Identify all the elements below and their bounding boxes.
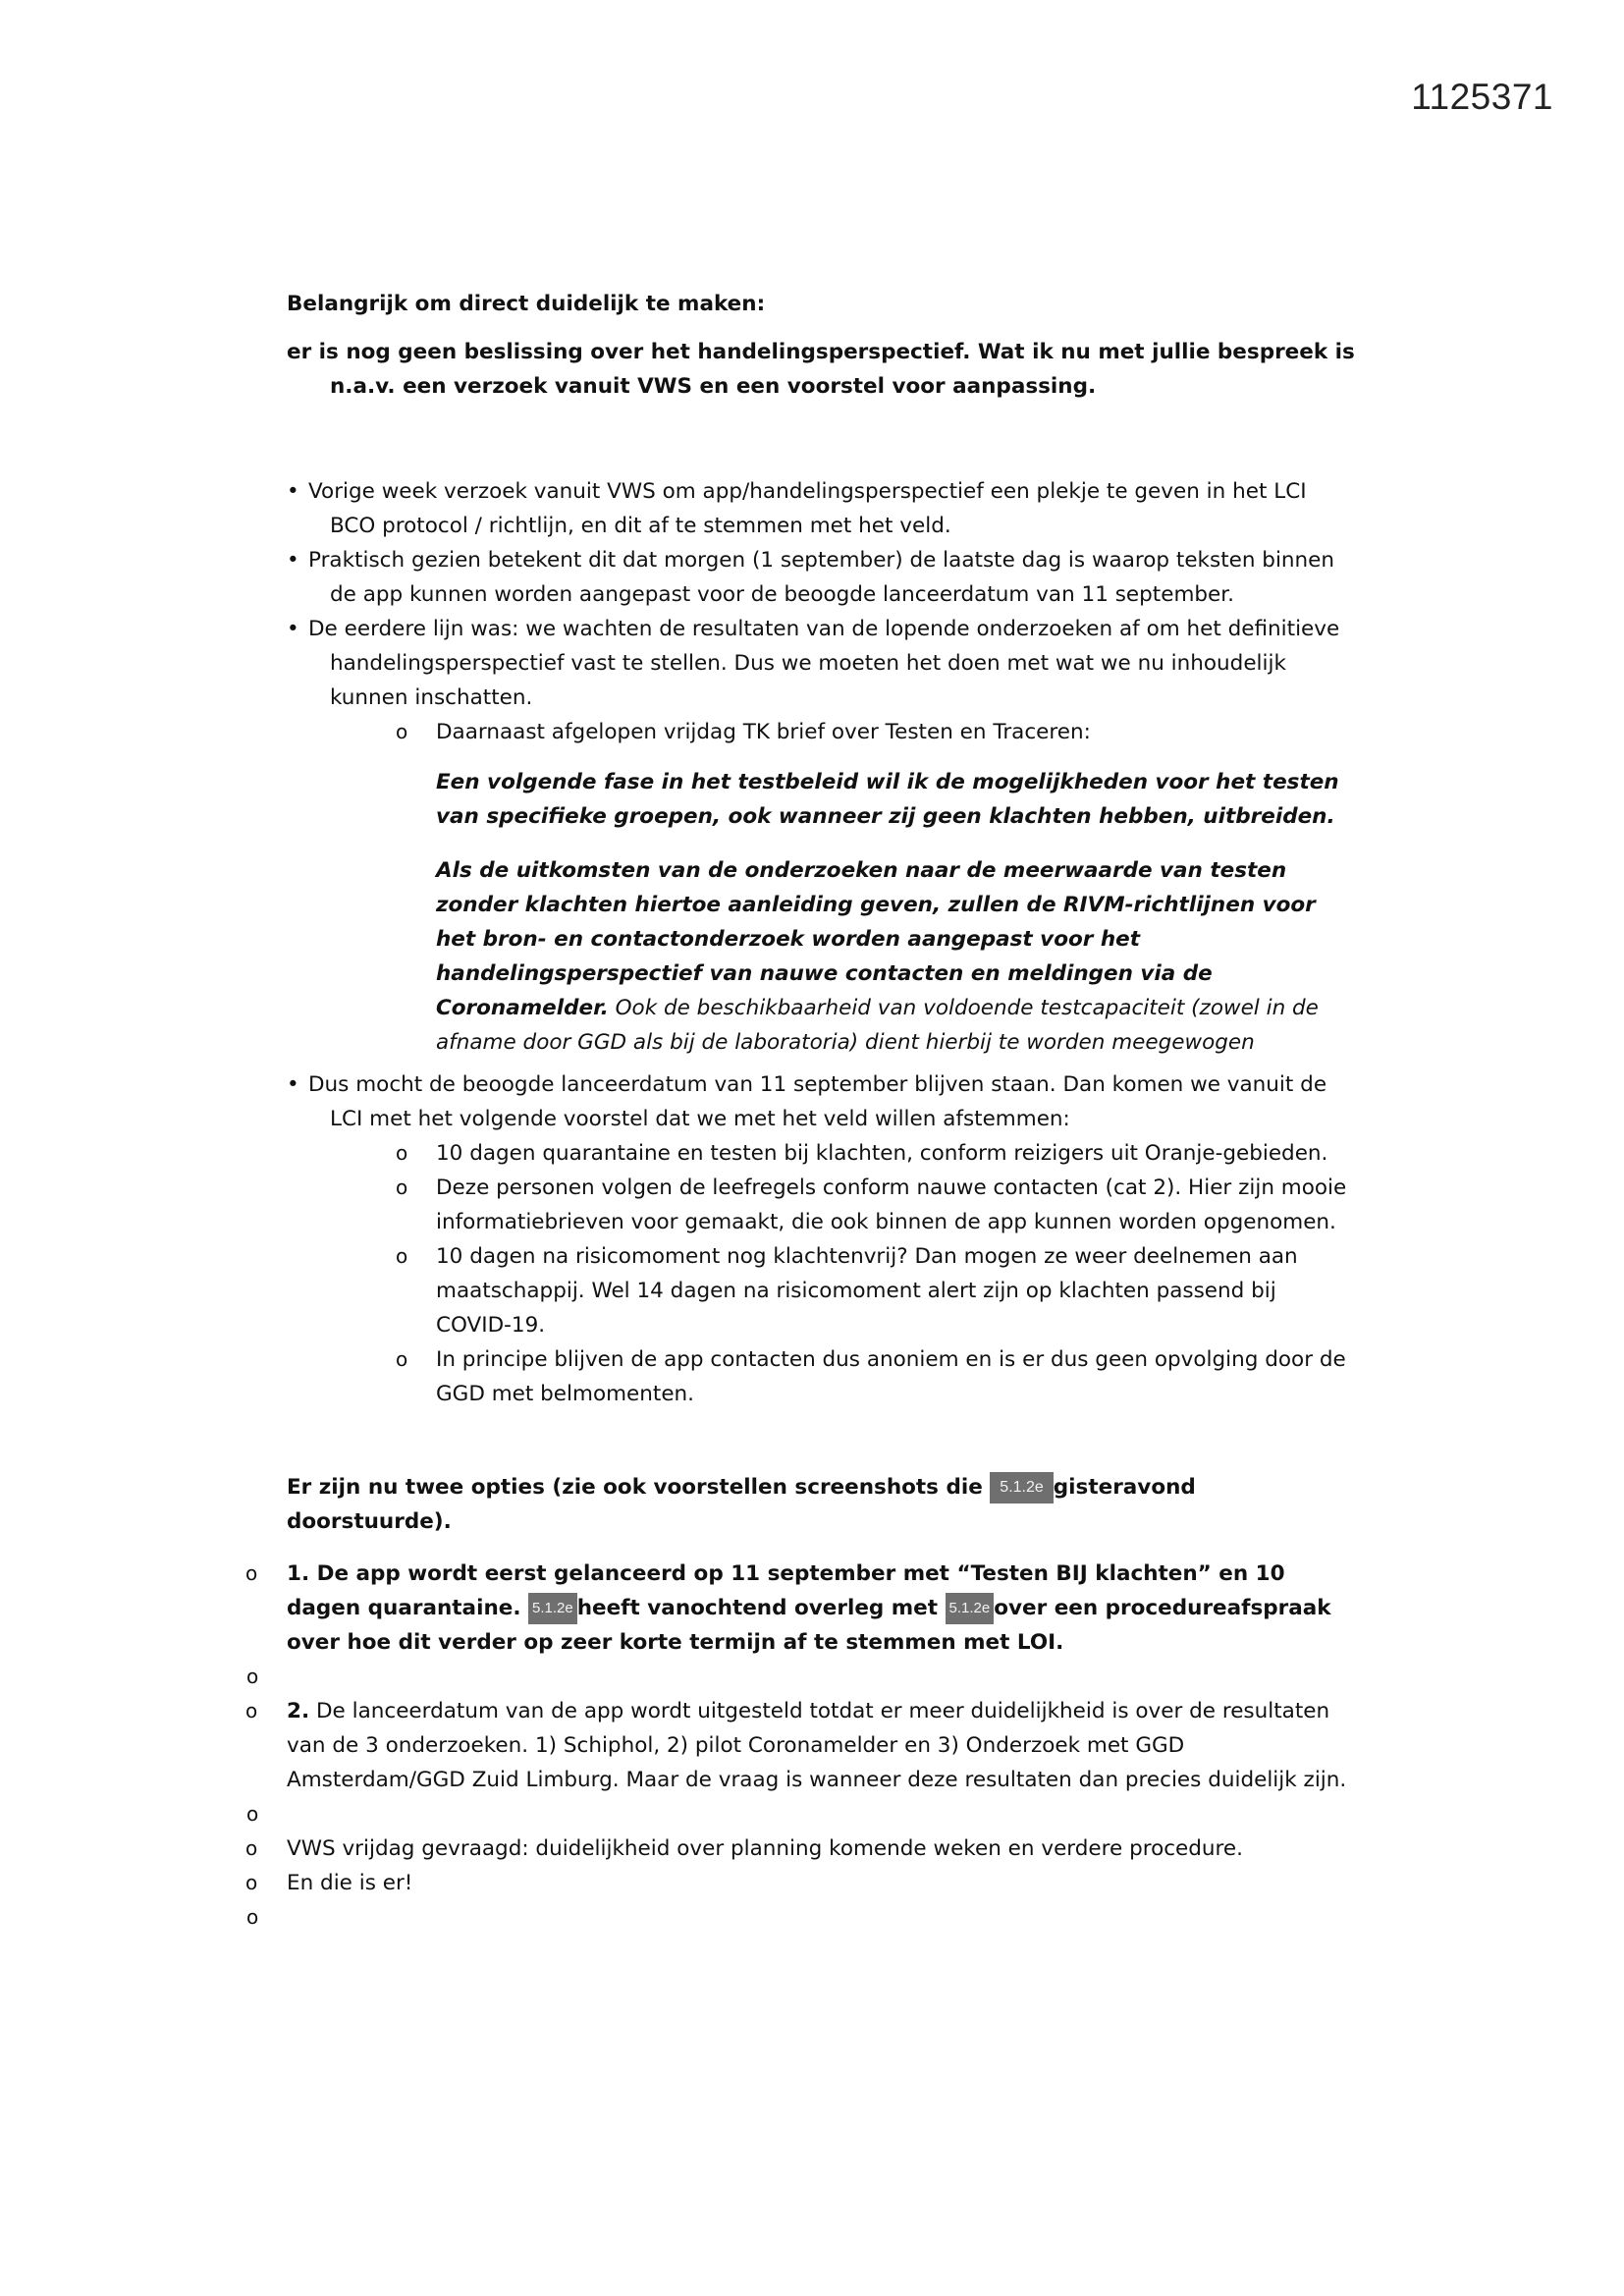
option-text-part: over een procedureafspraak over hoe dit verder op zeer korte termijn af te stemmen met LOI. (287, 1596, 1331, 1655)
sub-item-text: 10 dagen quarantaine en testen bij klachten, conform reizigers uit Oranje-gebieden. (436, 1141, 1328, 1166)
heading: Belangrijk om direct duidelijk te maken: (287, 292, 766, 316)
bullet-item (287, 474, 1357, 543)
list-item-text: En die is er! (287, 1871, 413, 1895)
sub-list (330, 1136, 1357, 1411)
circle-marker: o (396, 1244, 408, 1268)
redaction-box: 5.1.2e (528, 1593, 577, 1624)
bullet-item (287, 543, 1357, 612)
list-item-end (245, 1866, 1357, 1900)
redaction-box: 5.1.2e (990, 1472, 1053, 1503)
intro-paragraph: er is nog geen beslissing over het handelingsperspectief. Wat ik nu met jullie bespreek is n.a.v. een verzoek vanuit VWS en een voorstel voor aanpassing. (287, 340, 1355, 399)
sub-item (396, 1171, 1357, 1239)
list-item-text: VWS vrijdag gevraagd: duidelijkheid over planning komende weken en verdere procedure. (287, 1836, 1243, 1861)
circle-marker: o (246, 1905, 259, 1929)
circle-marker: o (246, 1665, 259, 1688)
options-intro-text: gisteravond doorstuurde). (287, 1475, 1196, 1534)
option-one-text (287, 1557, 1357, 1660)
bullet-text: Praktisch gezien betekent dit dat morgen (1 september) de laatste dag is waarop teksten binnen de app kunnen worden aangepast voor de beoogde lanceerdatum van 11 september. (308, 548, 1335, 607)
list-item-vws (245, 1831, 1357, 1866)
bullet-text: De eerdere lijn was: we wachten de resultaten van de lopende onderzoeken af om het definitieve handelingsperspectief vast te stellen. Dus we moeten het doen met wat we nu inhoudelijk kunnen inschatten. (308, 617, 1340, 710)
option-text-part: 1. De app wordt eerst gelanceerd op 11 september met “Testen BIJ klachten” en 10 dagen quarantaine. (287, 1561, 1285, 1620)
sub-item (396, 1136, 1357, 1171)
circle-marker: o (396, 1347, 408, 1371)
sub-item-text: 10 dagen na risicomoment nog klachtenvrij? Dan mogen ze weer deelnemen aan maatschappij. Wel 14 dagen na risicomoment alert zijn op klachten passend bij COVID-19. (436, 1244, 1298, 1338)
sub-item-text: In principe blijven de app contacten dus anoniem en is er dus geen opvolging door de GGD met belmomenten. (436, 1347, 1346, 1406)
bullet-text: Vorige week verzoek vanuit VWS om app/handelingsperspectief een plekje te geven in het LCI BCO protocol / richtlijn, en dit af te stemmen met het veld. (308, 479, 1307, 538)
circle-marker: o (396, 1175, 408, 1199)
sub-item-text: Deze personen volgen de leefregels conform nauwe contacten (cat 2). Hier zijn mooie informatiebrieven voor gemaakt, die ook binnen de app kunnen worden opgenomen. (436, 1175, 1347, 1234)
bullet-item (287, 1067, 1357, 1411)
options-list (245, 1557, 1357, 1935)
spacer (287, 404, 1357, 474)
quote-bold-text: Als de uitkomsten van de onderzoeken naar de meerwaarde van testen zonder klachten hiertoe aanleiding geven, zullen de RIVM-richtlijnen voor het bron- en contactonderzoek worden aangepast voor het handelingsperspectief van nauwe contacten en meldingen via de Coronamelder. (436, 858, 1316, 1020)
document-body (245, 287, 1357, 1935)
options-intro-text: Er zijn nu twee opties (zie ook voorstellen screenshots die (287, 1475, 991, 1500)
document-number: 1125371 (1411, 77, 1553, 117)
option-two (245, 1694, 1357, 1797)
sub-item (396, 1342, 1357, 1411)
circle-marker: o (396, 720, 408, 743)
circle-marker: o (245, 1871, 258, 1894)
bullet-text: Dus mocht de beoogde lanceerdatum van 11 september blijven staan. Dan komen we vanuit de LCI met het volgende voorstel dat we met het veld willen afstemmen: (308, 1072, 1327, 1131)
sub-item-text: Daarnaast afgelopen vrijdag TK brief over Testen en Traceren: (436, 720, 1091, 744)
quote-rest-text: Ook de beschikbaarheid van voldoende testcapaciteit (zowel in de afname door GGD als bij de laboratoria) dient hierbij te worden meegewogen (436, 996, 1319, 1055)
spacer (287, 1411, 1357, 1470)
circle-marker: o (246, 1802, 259, 1826)
empty-list-item (246, 1660, 1357, 1694)
option-text-part: heeft vanochtend overleg met (576, 1596, 946, 1620)
sub-item (396, 1239, 1357, 1342)
empty-list-item (246, 1797, 1357, 1831)
circle-marker: o (245, 1699, 258, 1722)
options-intro (287, 1470, 1357, 1539)
circle-marker: o (245, 1836, 258, 1860)
option-one (245, 1557, 1357, 1660)
option-number: 2. (287, 1699, 310, 1723)
empty-list-item (246, 1900, 1357, 1935)
bullet-list (287, 474, 1357, 1411)
circle-marker: o (396, 1141, 408, 1165)
sub-item (396, 715, 1357, 749)
quote-block (436, 765, 1357, 1060)
quote-paragraph (436, 853, 1357, 1060)
option-two-text (287, 1694, 1357, 1797)
bullet-item (287, 612, 1357, 1060)
option-text-part: De lanceerdatum van de app wordt uitgesteld totdat er meer duidelijkheid is over de resultaten van de 3 onderzoeken. 1) Schiphol, 2) pilot Coronamelder en 3) Onderzoek met GGD Amsterdam/GGD Zuid Limburg. Maar de vraag is wanneer deze resultaten dan precies duidelijk zijn. (287, 1699, 1347, 1792)
circle-marker: o (245, 1561, 258, 1585)
quote-paragraph: Een volgende fase in het testbeleid wil ik de mogelijkheden voor het testen van specifieke groepen, ook wanneer zij geen klachten hebben, uitbreiden. (436, 770, 1339, 829)
redaction-box: 5.1.2e (946, 1593, 995, 1624)
sub-list (330, 715, 1357, 749)
